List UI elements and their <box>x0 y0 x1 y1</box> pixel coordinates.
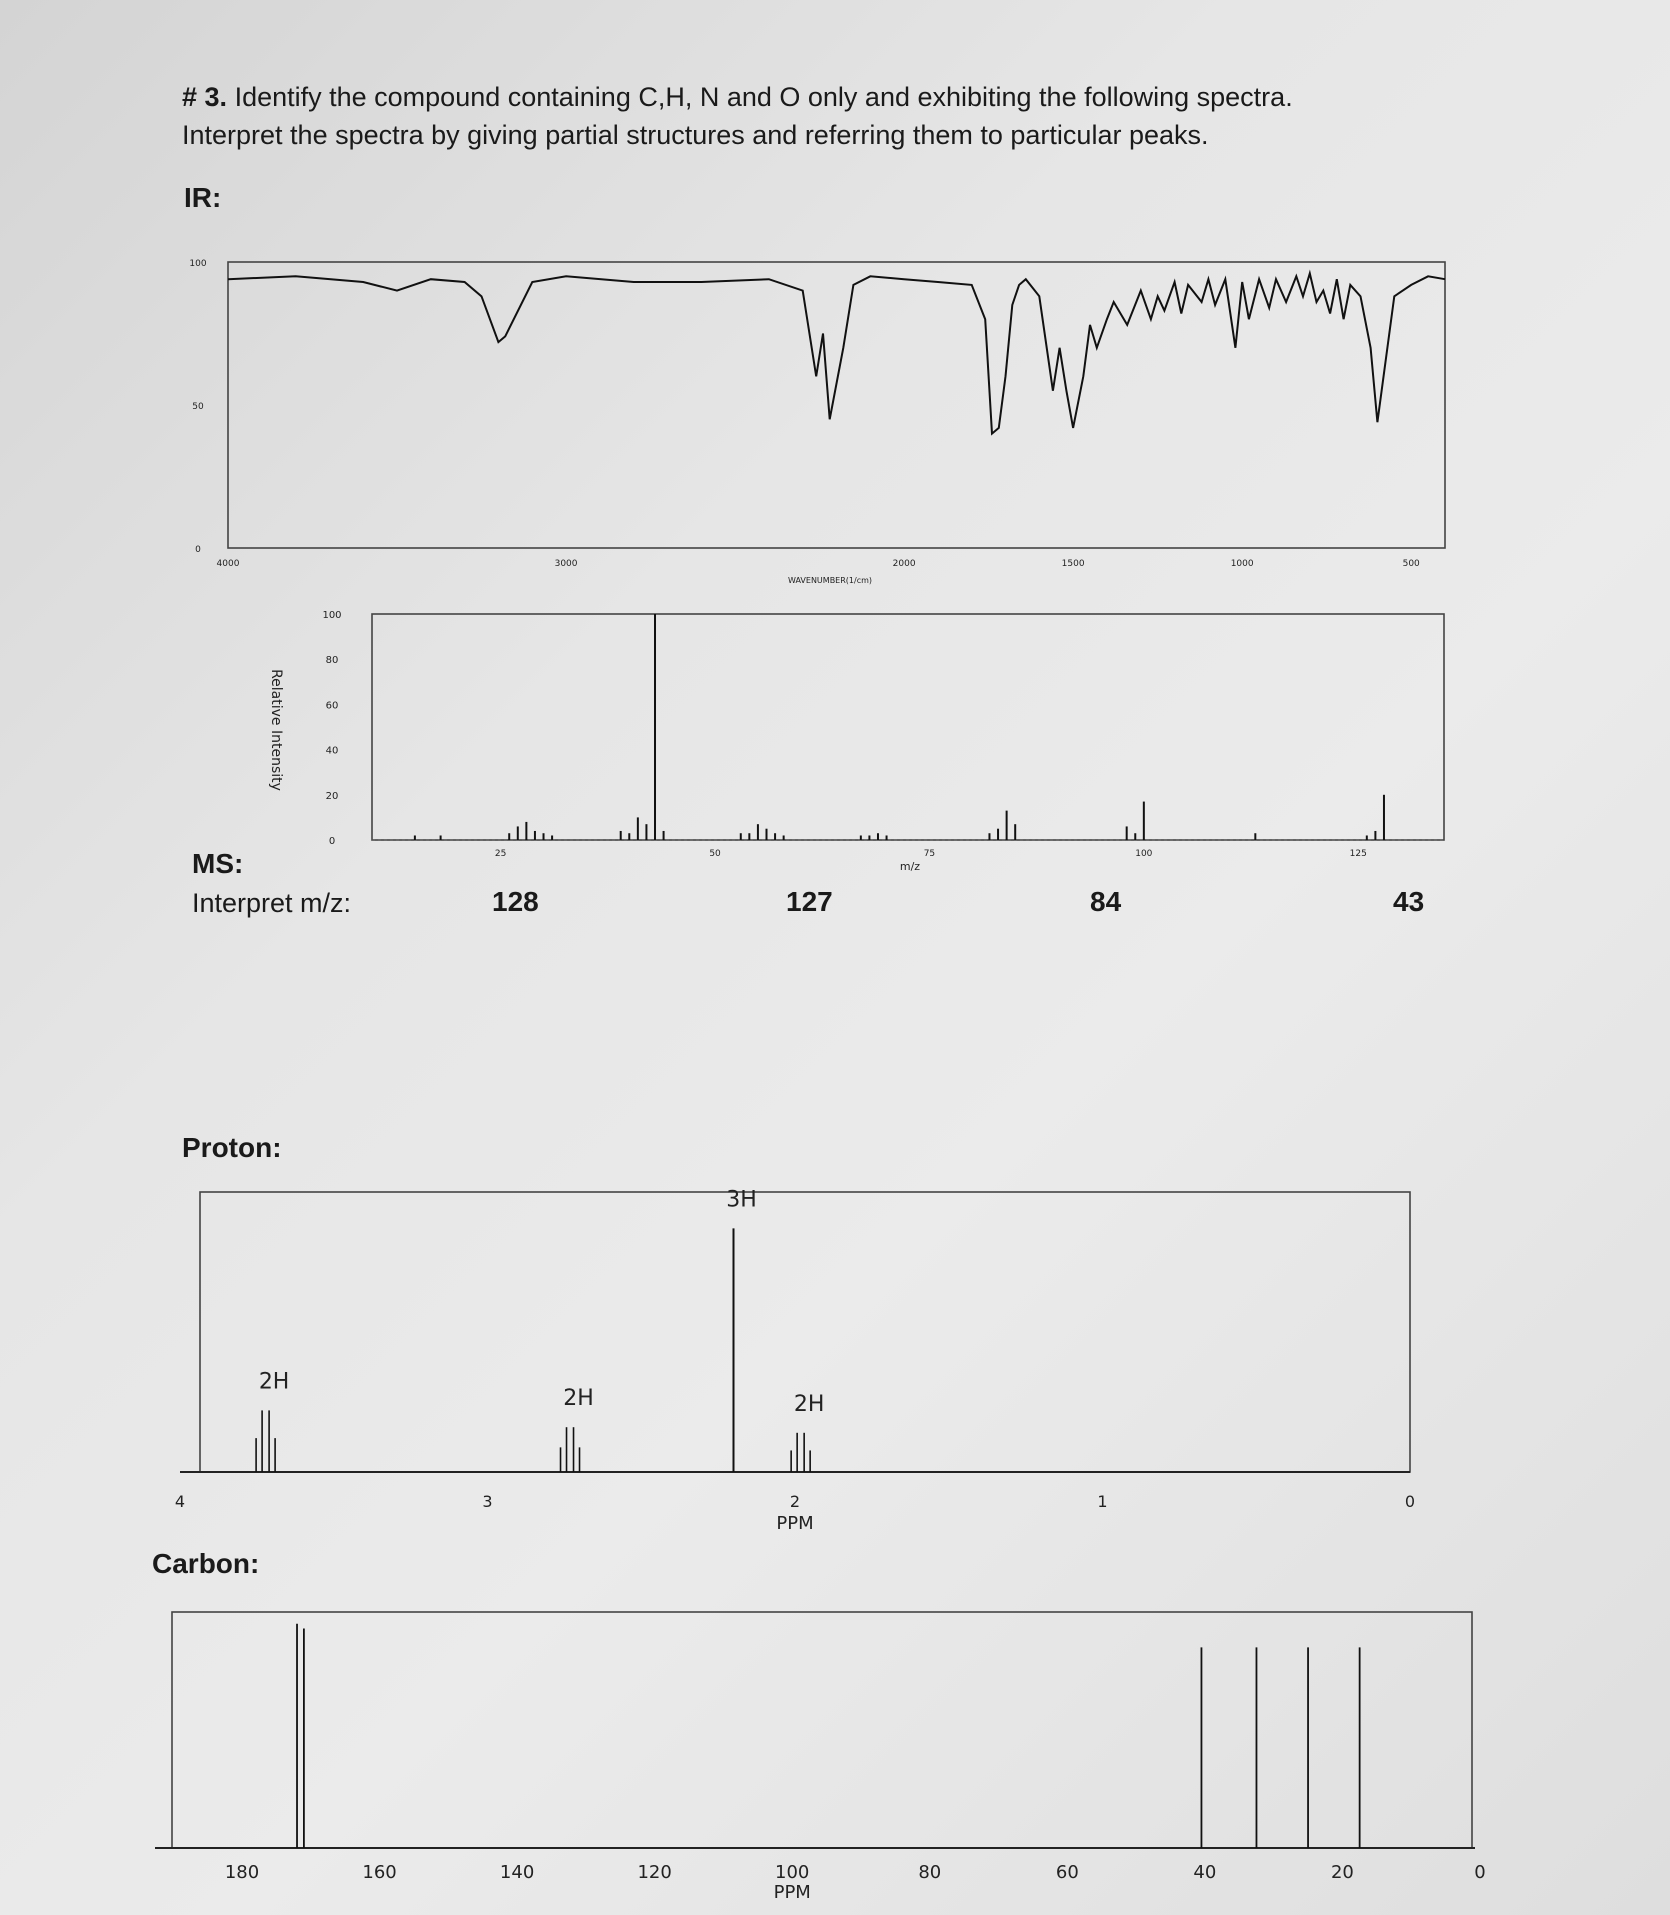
carbon-x-tick-label: 120 <box>637 1862 672 1883</box>
question-line-1: Identify the compound containing C,H, N and O only and exhibiting the following spectra. <box>234 82 1293 112</box>
ms-y-tick-label: 100 <box>322 610 342 621</box>
proton-x-tick-label: 2 <box>789 1492 801 1511</box>
ms-frame <box>372 614 1444 840</box>
proton-label: Proton: <box>182 1132 282 1163</box>
carbon-x-tick-label: 160 <box>362 1862 397 1883</box>
ir-y-tick-label: 0 <box>195 545 201 555</box>
carbon-x-tick-label: 40 <box>1193 1862 1217 1883</box>
ir-label: IR: <box>184 182 222 213</box>
ir-frame <box>228 262 1445 548</box>
carbon-x-tick-label: 60 <box>1055 1862 1079 1883</box>
carbon-x-tick-label: 20 <box>1330 1862 1354 1883</box>
ms-x-tick-label: 25 <box>494 849 507 859</box>
proton-integration-label: 3H <box>726 1187 757 1213</box>
ir-spectrum-line <box>228 273 1445 433</box>
ms-peak-128: 128 <box>492 886 539 917</box>
ms-x-axis-label: m/z <box>899 860 921 873</box>
proton-x-tick-label: 1 <box>1097 1492 1108 1511</box>
ms-x-tick-label: 75 <box>923 849 936 859</box>
proton-x-tick-label: 4 <box>174 1492 186 1511</box>
proton-x-axis-label: PPM <box>776 1513 814 1534</box>
ms-y-tick-label: 40 <box>325 745 339 757</box>
proton-integration-label: 2H <box>563 1386 594 1412</box>
carbon-x-tick-label: 180 <box>224 1862 260 1883</box>
ir-x-tick-label: 1500 <box>1061 559 1085 569</box>
carbon-frame <box>172 1612 1472 1848</box>
ir-y-tick-label: 50 <box>192 402 204 412</box>
proton-integration-label: 2H <box>258 1369 290 1395</box>
carbon-x-tick-label: 0 <box>1474 1862 1486 1883</box>
ir-x-axis-label: WAVENUMBER(1/cm) <box>787 576 873 585</box>
ir-y-tick-label: 100 <box>189 259 207 269</box>
ir-x-tick-label: 3000 <box>554 559 578 569</box>
ms-y-axis-label: Relative Intensity <box>268 669 284 791</box>
question-number: # 3. <box>182 82 228 112</box>
proton-frame <box>200 1192 1410 1472</box>
ms-y-tick-label: 80 <box>325 655 339 667</box>
ir-x-tick-label: 2000 <box>892 559 916 569</box>
question-line-2: Interpret the spectra by giving partial structures and referring them to particular peaks. <box>182 120 1209 150</box>
ms-y-tick-label: 20 <box>325 790 339 802</box>
proton-integration-label: 2H <box>793 1391 825 1417</box>
ms-x-tick-label: 100 <box>1135 849 1153 859</box>
ir-x-tick-label: 4000 <box>216 559 240 569</box>
ms-peak-84: 84 <box>1090 886 1122 917</box>
ms-label: MS: <box>192 848 244 879</box>
ms-y-tick-label: 60 <box>325 700 339 712</box>
carbon-x-tick-label: 140 <box>499 1862 535 1883</box>
ms-x-tick-label: 50 <box>709 849 721 859</box>
proton-x-tick-label: 0 <box>1404 1492 1416 1511</box>
carbon-x-tick-label: 100 <box>775 1862 810 1883</box>
ms-x-tick-label: 125 <box>1349 849 1367 859</box>
ms-peak-43: 43 <box>1393 886 1425 917</box>
ir-x-tick-label: 500 <box>1402 559 1420 569</box>
ms-peak-127: 127 <box>786 886 833 917</box>
proton-x-tick-label: 3 <box>482 1492 493 1511</box>
ms-y-tick-label: 0 <box>328 836 336 847</box>
ir-x-tick-label: 1000 <box>1230 559 1254 569</box>
carbon-x-tick-label: 80 <box>918 1862 942 1883</box>
carbon-label: Carbon: <box>152 1548 260 1579</box>
ms-interpret-label: Interpret m/z: <box>192 888 352 918</box>
carbon-x-axis-label: PPM <box>773 1882 811 1903</box>
